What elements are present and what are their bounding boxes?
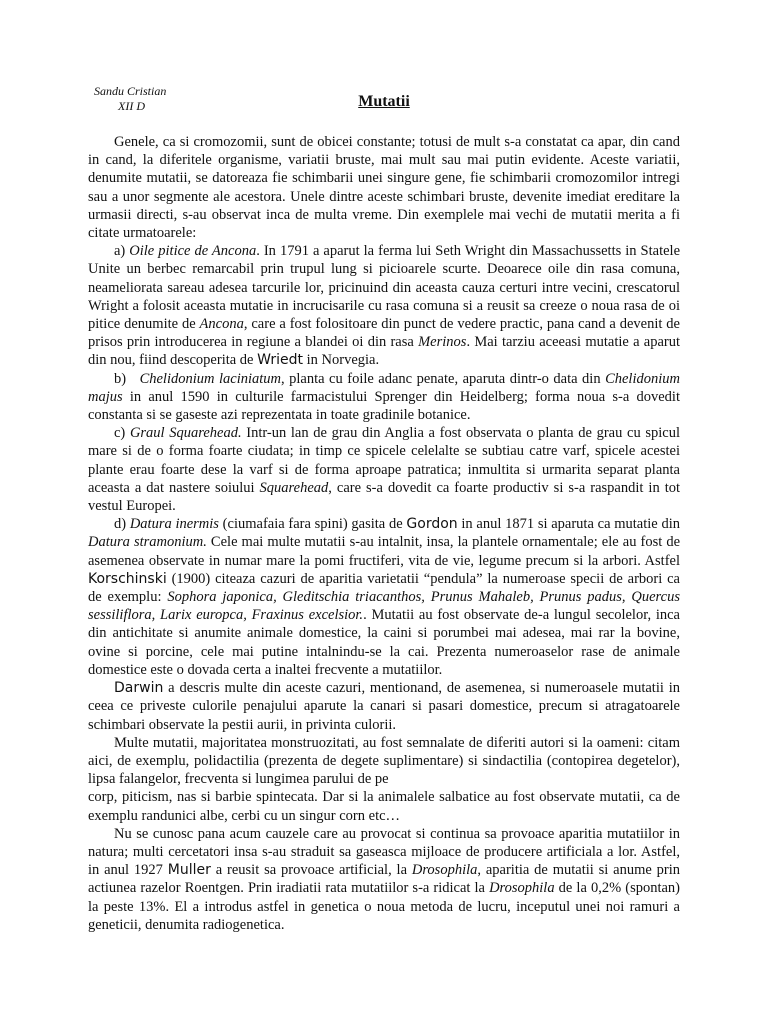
drosophila-term-2: Drosophila bbox=[489, 880, 555, 897]
humans-text-2: corp, piticism, nas si barbie spintecata. Dar si la animalele salbatice au fost observate mutatii, ca de exemplu randunici albe, cerbi cu un singur corn etc… bbox=[88, 789, 680, 824]
document-body bbox=[88, 133, 680, 934]
final-text-2: a reusit sa provoace artificial, la bbox=[210, 862, 412, 879]
example-a-text-2: , care a fost folositoare din punct de vedere practic, pana cand a devenit de prisos prin introducerea in regiune a blandei oi din rasa bbox=[88, 316, 680, 351]
author-class: XII D bbox=[118, 99, 145, 113]
paragraph-humans-cont bbox=[88, 788, 680, 824]
example-a-text-3: . Mai tarziu aceeasi mutatie a aparut din nou, fiind descoperita de bbox=[88, 334, 680, 369]
majus-term: Chelidonium majus bbox=[88, 370, 680, 405]
example-c-text: Intr-un lan de grau din Anglia a fost observata o planta de grau cu spicul mare si de o forma foarte ciudata; in timp ce spicele celelalte se subtiau catre varf, spicele acestei plante erau foarte dese la varf si de forma aproape patratica; inmultita si urmarita separat planta aceasta a dat nastere soiului bbox=[88, 425, 681, 496]
example-a-name: Oile pitice de Ancona bbox=[129, 243, 257, 260]
example-c-name: Graul Squarehead. bbox=[129, 425, 242, 442]
example-d-text: (ciumafaia fara spini) gasita de bbox=[218, 516, 407, 533]
darwin-name: Darwin bbox=[114, 680, 164, 697]
example-a-text: . In 1791 a aparut la ferma lui Seth Wright din Massachussetts in Statele Unite un berbec remarcabil prin trupul lung si picioarele scurte. Deoarece oile din rasa comuna, neameliorata sareau adesea tarcurile lor, pricinuind din aceasta cauza certuri intre vecini, crescatorul Wright a folosit aceasta mutatie in incrucisarile cu rasa comuna si a reusit sa creeze o noua rasa de oi pitice denumite de bbox=[88, 243, 681, 333]
page-title: Mutatii bbox=[358, 93, 410, 110]
ancona-term: Ancona bbox=[199, 316, 244, 333]
korschinski-name: Korschinski bbox=[88, 570, 167, 587]
author-name: Sandu Cristian bbox=[94, 84, 167, 98]
final-text-3: , aparitia de mutatii si anume prin actiunea razelor Roentgen. Prin iradiatii rata mutatiilor s-a ridicat la bbox=[88, 862, 680, 897]
species-list: Sophora japonica, Gleditschia triacanthos, Prunus Mahaleb, Prunus padus, Quercus sessiliflora, Larix europca, Fraxinus excelsior. bbox=[88, 589, 680, 624]
darwin-text: a descris multe din aceste cazuri, mentionand, de asemenea, si numeroasele mutatii in ceea ce priveste culorile penajului aparute la canari si pasari domestice, precum si atragatoarele schimbari observate la pestii aurii, in privinta culorii. bbox=[88, 680, 680, 733]
example-a-text-4: in Norvegia. bbox=[302, 352, 380, 369]
wriedt-name: Wriedt bbox=[257, 352, 303, 369]
paragraph-final bbox=[88, 825, 680, 934]
example-d-name: Datura inermis bbox=[129, 516, 219, 533]
paragraph-example-a bbox=[88, 242, 680, 369]
final-text: Nu se cunosc pana acum cauzele care au provocat si continua sa provoace aparitia mutatiilor in natura; multi cercetatori insa s-au straduit sa gaseasca mijloace de producere artificiala a lor. Astfel, in anul 1927 bbox=[88, 825, 680, 879]
squarehead-term: Squarehead bbox=[259, 479, 329, 496]
stramonium-term: Datura stramonium. bbox=[88, 534, 207, 551]
paragraph-example-d bbox=[88, 515, 680, 679]
paragraph-humans bbox=[88, 734, 680, 789]
example-b-name: Chelidonium laciniatum bbox=[139, 370, 282, 387]
example-d-text-3: Cele mai multe mutatii s-au intalnit, insa, la plantele ornamentale; ele au fost de asemenea observate in numar mare la pomi fructiferi, vita de vie, legume precum si la arbori. Astfel bbox=[88, 534, 680, 569]
example-d-text-5: . Mutatii au fost observate de-a lungul secolelor, inca din antichitate si anumite animale domestice, la caini si porumbei mai adesea, mai rar la bovine, ovine si porcine, cele mai putine intalnindu-se la cai. Prezenta numeroaselor rase de animale domestice este o dovada certa a inaltei frecvente a mutatiilor. bbox=[88, 607, 680, 678]
humans-text: Multe mutatii, majoritatea monstruozitati, au fost semnalate de diferiti autori si la oameni: citam aici, de exemplu, polidactilia (prezenta de degete suplimentare) si sindactilia (contopirea degetelor), lipsa falangelor, frecventa si lungimea parului de pe bbox=[88, 734, 680, 788]
paragraph-example-c bbox=[88, 424, 680, 515]
list-marker-b: b) bbox=[114, 370, 140, 387]
example-d-text-4: (1900) citeaza cazuri de aparitia varietatii “pendula” la numeroase specii de arbori ca de exemplu: bbox=[88, 570, 680, 606]
list-marker-a: a) bbox=[114, 243, 130, 260]
example-b-text-2: in anul 1590 in culturile farmacistului Sprenger din Heidelberg; forma noua s-a dovedit constanta si se gaseste azi reprezentata in toate gradinile botanice. bbox=[88, 388, 680, 424]
final-text-4: de la 0,2% (spontan) la peste 13%. El a introdus astfel in genetica o noua metoda de lucru, inceputul unei noi ramuri a geneticii, denumita radiogenetica. bbox=[88, 880, 681, 933]
drosophila-term: Drosophila bbox=[411, 862, 478, 879]
paragraph-example-b bbox=[88, 370, 680, 425]
example-b-text: , planta cu foile adanc penate, aparuta dintr-o data din bbox=[281, 370, 606, 387]
muller-name: Muller bbox=[167, 862, 211, 879]
example-d-text-2: in anul 1871 si aparuta ca mutatie din bbox=[457, 516, 680, 533]
list-marker-c: c) bbox=[114, 425, 130, 442]
merinos-term: Merinos bbox=[418, 334, 467, 351]
paragraph-darwin bbox=[88, 679, 680, 734]
list-marker-d: d) bbox=[114, 516, 130, 533]
example-c-text-2: , care s-a dovedit ca foarte productiv si s-a raspandit in tot vestul Europei. bbox=[88, 479, 680, 515]
gordon-name: Gordon bbox=[406, 516, 458, 533]
paragraph-intro: Genele, ca si cromozomii, sunt de obicei constante; totusi de mult s-a constatat ca apar, din cand in cand, la diferitele organisme, variatii bruste, mai mult sau mai putin evidente. Aceste variatii, denumite mutatii, se datoreaza fie schimbarii unei singure gene, fie schimbarii cromozomilor intregi sau a unor segmente ale acestora. Unele dintre aceste schimbari bruste, devenite imediat ereditare la urmasii directi, s-au observat inca de multa vreme. Din exemplele mai vechi de mutatii merita a fi citate urmatoarele: bbox=[88, 134, 680, 242]
